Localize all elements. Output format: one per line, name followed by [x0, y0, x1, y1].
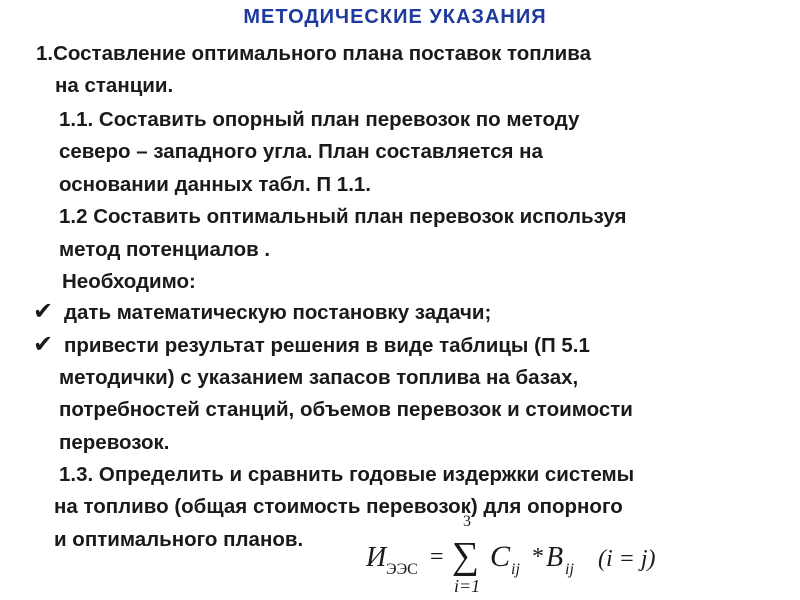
item-1-2: 1.2 Составить оптимальный план перевозок используя — [59, 205, 627, 228]
item-1-1: 1.1. Составить опорный план перевозок по методу — [59, 108, 580, 131]
term-c-subscript: ij — [511, 561, 520, 578]
item-1-1-cont-2: основании данных табл. П 1.1. — [59, 173, 371, 196]
sum-lower-limit: i=1 — [454, 576, 481, 596]
page-title: МЕТОДИЧЕСКИЕ УКАЗАНИЯ — [243, 6, 547, 28]
term-c: C — [490, 540, 511, 573]
sum-upper-limit: 3 — [463, 513, 471, 530]
cost-formula — [366, 512, 676, 598]
formula-condition: (i = j) — [598, 546, 656, 572]
item-1-3: 1.3. Определить и сравнить годовые издержки системы — [59, 463, 635, 486]
bullet-item-1: дать математическую постановку задачи; — [64, 301, 492, 324]
checkmark-icon: ✔ — [33, 298, 54, 325]
formula-lhs: И — [366, 542, 387, 573]
bullet-item-2-cont-3: перевозок. — [59, 431, 170, 454]
term-b-subscript: ij — [565, 561, 574, 578]
term-b: B — [546, 542, 564, 573]
item-1-3-cont-2: и оптимального планов. — [54, 528, 304, 551]
checkmark-icon: ✔ — [33, 331, 54, 358]
required-label: Необходимо: — [62, 270, 196, 293]
item-1-3-cont-1: на топливо (общая стоимость перевозок) для опорного — [54, 495, 623, 518]
multiply-sign: * — [532, 544, 544, 570]
sigma-icon: ∑ — [452, 535, 480, 577]
formula-lhs-subscript: ЭЭС — [386, 561, 418, 578]
bullet-item-2-cont-1: методички) с указанием запасов топлива на базах, — [59, 366, 579, 389]
bullet-item-2: привести результат решения в виде таблицы (П 5.1 — [64, 334, 590, 357]
item-1-1-cont-1: северо – западного угла. План составляется на — [59, 140, 543, 163]
bullet-item-2-cont-2: потребностей станций, объемов перевозок и стоимости — [59, 398, 633, 421]
item-1-heading: 1.Составление оптимального плана поставок топлива — [36, 42, 592, 65]
item-1-heading-cont: на станции. — [55, 74, 174, 97]
formula-equals: = — [430, 544, 444, 570]
item-1-2-cont: метод потенциалов . — [59, 238, 271, 261]
